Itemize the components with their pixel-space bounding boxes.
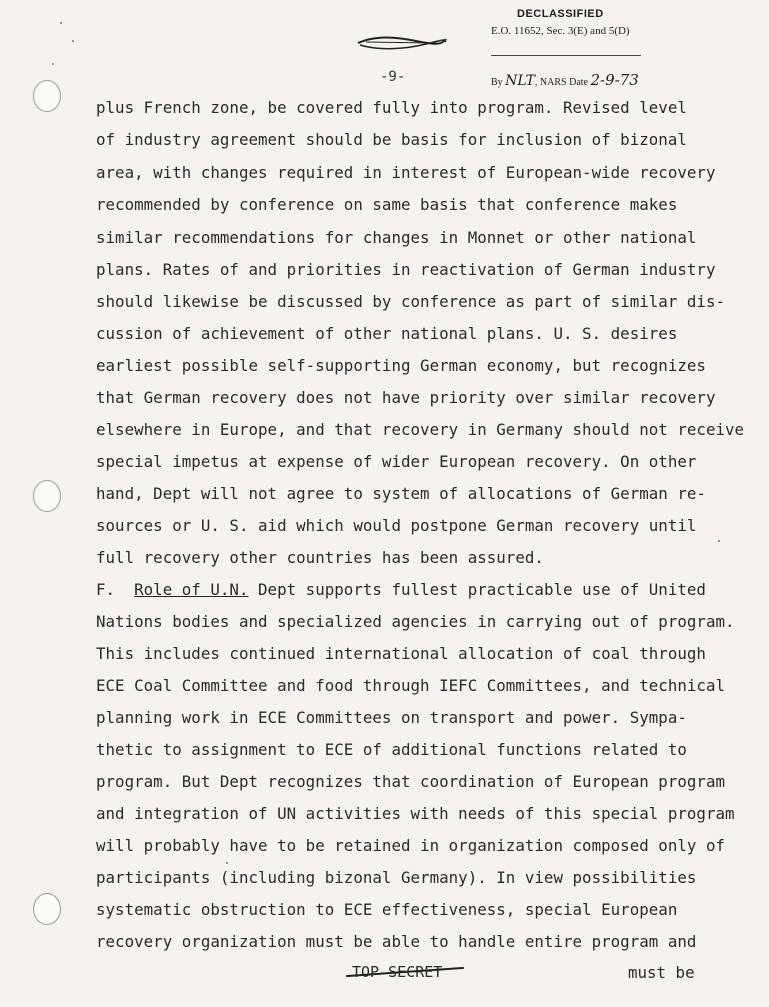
text-line: participants (including bizonal Germany). In view possibilities xyxy=(96,868,697,887)
stamp-authority: E.O. 11652, Sec. 3(E) and 5(D) xyxy=(491,25,630,37)
text-line: thetic to assignment to ECE of additional functions related to xyxy=(96,740,687,759)
text-line: will probably have to be retained in organization composed only of xyxy=(96,836,726,855)
section-f-heading: Role of U.N. xyxy=(134,580,249,599)
section-f-heading-line xyxy=(96,580,706,600)
text-line: systematic obstruction to ECE effectiveness, special European xyxy=(96,900,678,919)
text-line: sources or U. S. aid which would postpone German recovery until xyxy=(96,516,697,535)
section-f-label: F. xyxy=(96,580,116,599)
stamp-initials: NLT xyxy=(505,73,535,89)
page-number: -9- xyxy=(380,69,406,85)
text-line: cussion of achievement of other national plans. U. S. desires xyxy=(96,324,678,343)
text-line: full recovery other countries has been assured. xyxy=(96,548,544,567)
text-line: elsewhere in Europe, and that recovery in Germany should not receive xyxy=(96,420,745,439)
stamp-heading: DECLASSIFIED xyxy=(517,8,604,20)
text-line: recommended by conference on same basis that conference makes xyxy=(96,195,678,214)
classification-text: TOP SECRET xyxy=(352,963,443,981)
text-line: Nations bodies and specialized agencies in carrying out of program. xyxy=(96,612,735,631)
stamp-date: 2-9-73 xyxy=(590,71,639,89)
text-line: of industry agreement should be basis for inclusion of bizonal xyxy=(96,130,687,149)
text-line: should likewise be discussed by conference as part of similar dis- xyxy=(96,292,726,311)
text-line: planning work in ECE Committees on transport and power. Sympa- xyxy=(96,708,687,727)
text-line: hand, Dept will not agree to system of allocations of German re- xyxy=(96,484,706,503)
continuation-text: must be xyxy=(628,963,695,982)
text-line: This includes continued international allocation of coal through xyxy=(96,644,706,663)
classification-marking xyxy=(352,963,442,981)
text-line: earliest possible self-supporting German economy, but recognizes xyxy=(96,356,706,375)
text-line: plus French zone, be covered fully into program. Revised level xyxy=(96,98,687,117)
text-line: plans. Rates of and priorities in reactivation of German industry xyxy=(96,260,716,279)
text-line: area, with changes required in interest of European-wide recovery xyxy=(96,163,716,182)
text-line: ECE Coal Committee and food through IEFC Committees, and technical xyxy=(96,676,726,695)
stamp-nars-label: , NARS Date xyxy=(534,77,588,88)
section-f-first-line: Dept supports fullest practicable use of United xyxy=(248,580,706,599)
text-line: program. But Dept recognizes that coordination of European program xyxy=(96,772,726,791)
text-line: similar recommendations for changes in Monnet or other national xyxy=(96,228,697,247)
text-line: that German recovery does not have priority over similar recovery xyxy=(96,388,716,407)
text-line: special impetus at expense of wider European recovery. On other xyxy=(96,452,697,471)
stamp-by-label: By xyxy=(491,77,503,88)
text-line: and integration of UN activities with needs of this special program xyxy=(96,804,735,823)
text-line: recovery organization must be able to handle entire program and xyxy=(96,932,697,951)
